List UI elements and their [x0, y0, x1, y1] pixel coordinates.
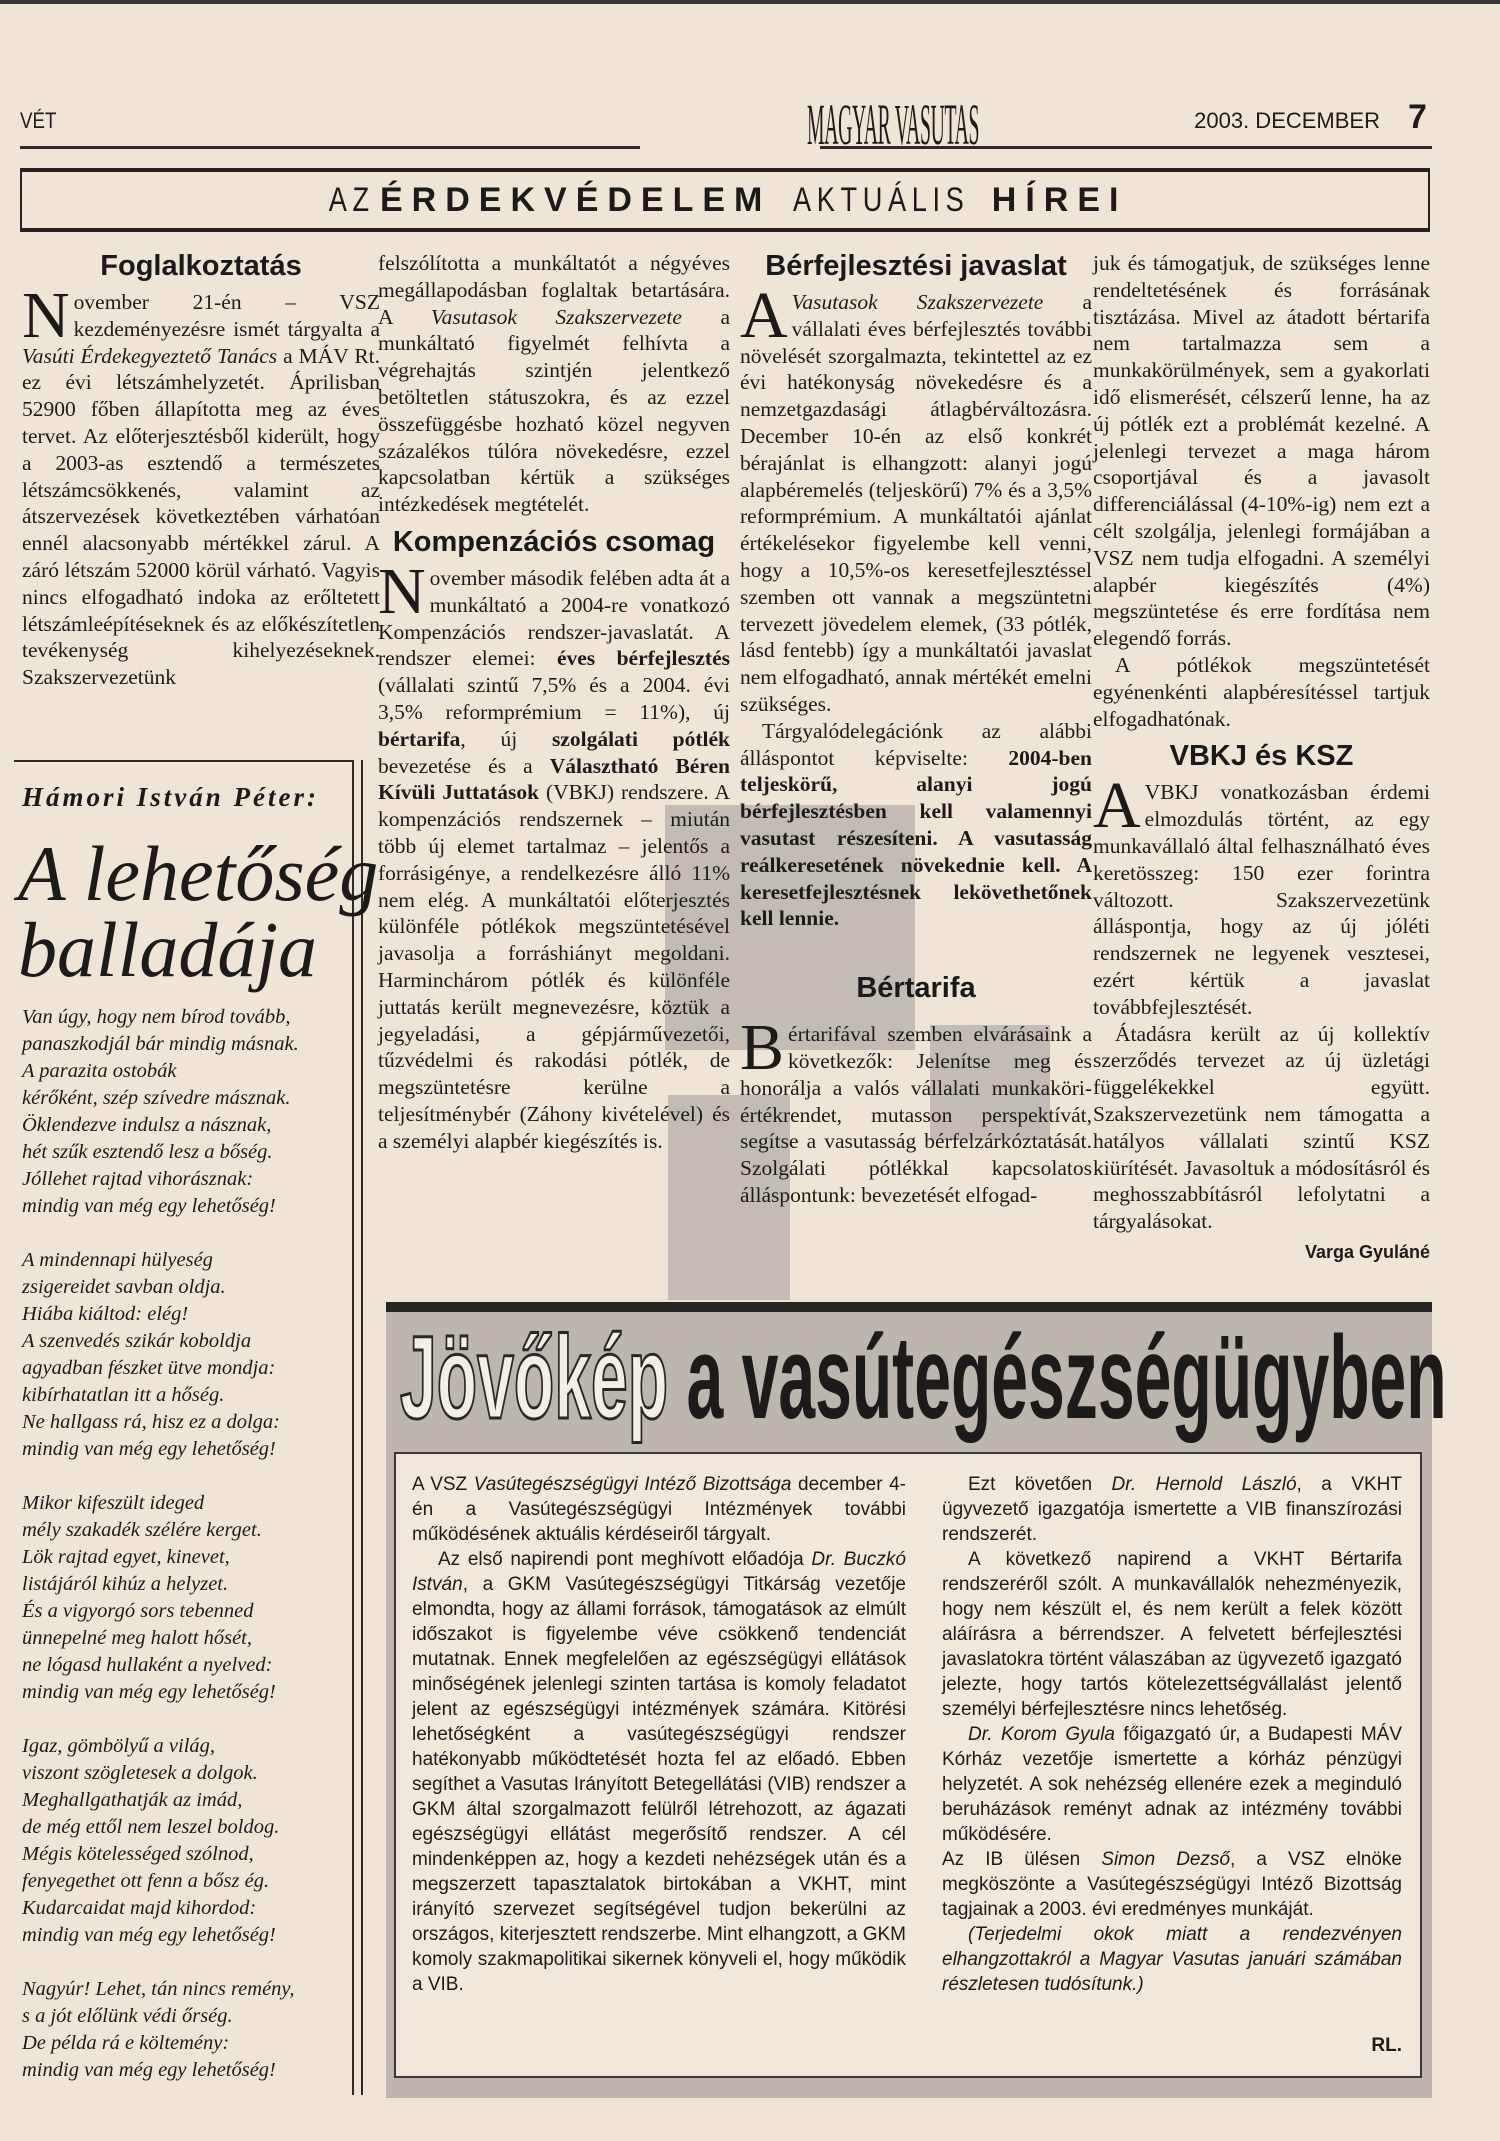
poem-stanza [22, 1976, 352, 2084]
text-run: Simon Dezső [1101, 1849, 1231, 1870]
article-heading: Kompenzációs csomag [392, 525, 716, 558]
author-signature: Varga Gyuláné [1304, 1241, 1430, 1262]
text-run: Vasutasok Szakszervezete [791, 290, 1044, 314]
feature-column-right [942, 1472, 1402, 1997]
feature-text-box [394, 1452, 1422, 2078]
article-paragraph [1093, 250, 1430, 652]
poem-stanza [22, 1490, 352, 1706]
section-label: VÉT [20, 108, 57, 133]
feature-paragraph [942, 1472, 1402, 1547]
issue-date: 2003. DECEMBER [1194, 108, 1380, 133]
poem-stanza [22, 1247, 352, 1463]
article-heading: Foglalkoztatás [100, 250, 302, 282]
poem-line: mindig van még egy lehetőség! [22, 1681, 276, 1703]
text-run: VBKJ vonatkozásban érdemi elmozdulás történt, az egy munkavállaló által felhasználható éves keretösszeg: 150 ezer forintra változott. Szakszervezetünk álláspontja, hogy az új jóléti rendszernek ne legyenek vesztesei, ezért kértük a javaslat továbbfejlesztését. [1093, 780, 1430, 1019]
poem-line: A mindennapi hülyeség [22, 1249, 213, 1271]
article-heading: VBKJ és KSZ [1169, 740, 1354, 773]
text-run: a vállalati éves bérfejlesztés további növelését szorgalmazta, tekintettel az ez évi hatékonyság növekedésre és a nemzetgazdasági átlagbérváltozásra. December 10-én az első konkrét bérajánlat is elhangzott: alanyi jogú alapbéremelés (teljeskörű) 7% és a 3,5% reformprémium. A munkáltatói ajánlat értékelésekor figyelembe kell venni, hogy a 10,5%-os keresetfejlesztéssel szemben ott vannak a megszüntetni tervezett jövedelem elemek, (33 pótlék, lásd fentebb) így a munkáltatói javaslat nem elfogadható, annak mértékét emelni szükséges. [740, 290, 1092, 716]
feature-signature: RL. [1371, 2035, 1402, 2056]
masthead-text: MAGYAR VASUTAS [807, 92, 980, 157]
poem-line: agyadban fészket ütve mondja: [22, 1357, 276, 1379]
text-run: A VSZ [412, 1474, 474, 1495]
banner-part: HÍREI [991, 181, 1128, 219]
article-foglalkoztatas [22, 250, 380, 691]
feature-column-left [412, 1472, 906, 1997]
banner-part: AZ [328, 181, 375, 219]
poem-line: Ne hallgass rá, hisz ez a dolga: [22, 1411, 280, 1433]
poem-line: Mikor kifeszült ideged [22, 1492, 205, 1514]
poem-line: Mégis kötelességed szólnod, [22, 1843, 254, 1865]
banner-part: ÉRDEKVÉDELEM [380, 181, 772, 219]
text-run: A pótlékok megszüntetését egyénenkénti alapbéresítéssel tartjuk elfogadhatónak. [1093, 652, 1430, 731]
article-paragraph [1093, 769, 1430, 1020]
poem-line: mély szakadék szélére kerget. [22, 1519, 262, 1541]
article-berfejlesztes [740, 250, 1092, 1209]
text-run: (Terjedelmi okok miatt a rendezvényen elhangzottakról a Magyar Vasutas januári számában részletesen tudósítunk.) [942, 1924, 1402, 1995]
feature-paragraph [412, 1472, 906, 1547]
poem-line: mindig van még egy lehetőség! [22, 1195, 276, 1217]
poem-line: s a jót előlünk védi őrség. [22, 2005, 233, 2027]
section-banner [20, 168, 1430, 232]
poem-line: kibírhatatlan itt a hőség. [22, 1384, 225, 1406]
poem-line: Meghallgathatják az imád, [22, 1789, 243, 1811]
feature-paragraph [412, 1547, 906, 1997]
text-run: december 4-én a Vasútegészségügyi Intézmények további működésének aktuális kérdéseiről tárgyalt. [412, 1474, 906, 1545]
drop-cap: A [740, 279, 788, 352]
drop-cap: N [22, 279, 70, 352]
headline-outline-word: Jövőkép [400, 1312, 669, 1444]
drop-cap: N [378, 554, 426, 628]
poem-line: Nagyúr! Lehet, tán nincs remény, [22, 1978, 295, 2000]
text-run: juk és támogatjuk, de szükséges lenne rendeltetésének és forrásának tisztázása. Mivel az átadott bértarifa nem tartalmazza sem a munkakörülmények, sem a gyakorlati idő elismerését, célszerű lenne, ha az új pótlék ezt a problémát kezelné. A jelenlegi tervezet a maga három csoportjával és a javasolt differenciálással (4-10%-ig) nem ezt a célt szolgálja, jelenlegi formájában a VSZ nem tudja elfogadni. A személyi alapbér kiegészítés (4%) megszüntetése és erre fordítása nem elegendő forrás. [1093, 251, 1430, 651]
poem-line: Lök rajtad egyet, kinevet, [22, 1546, 230, 1568]
article-heading: Bérfejlesztési javaslat [765, 250, 1067, 282]
poem-stanza [22, 1004, 352, 1220]
article-paragraph [740, 718, 1092, 932]
feature-headline [400, 1312, 1447, 1444]
article-paragraph [1093, 652, 1430, 732]
poem-line: A parazita ostobák [22, 1060, 177, 1082]
poem-line: De példa rá e költemény: [22, 2032, 230, 2054]
text-run: ovember 21-én – VSZ kezdeményezésre ismét tárgyalta a [73, 290, 380, 341]
poem-line: Kudarcaidat majd kihordod: [22, 1897, 257, 1919]
masthead-logo [640, 92, 980, 157]
text-run: Ezt követően [968, 1474, 1112, 1495]
poem-line: És a vigyorgó sors tebenned [22, 1600, 254, 1622]
feature-paragraph [942, 1922, 1402, 1997]
text-run: (VBKJ) rendszere. A kompenzációs rendszernek – miután több új elemet tartalmaz – jelentős a forrásigénye, a rendelkezésre álló 11% nem elég. A munkáltatói előterjesztés különféle pótlékok megszüntetésével javasolja a forráshiányt megoldani. Harminchárom pótlék és különféle juttatás került megnevezésre, köztük a jegyeladási, a gépjárművezetői, tűzvédelmi és rakodási pótlék, de megszüntetésre kerülne a teljesítménybér (Záhony kivételével) és a személyi alapbér kiegészítés is. [378, 780, 730, 1153]
poem-line: viszont szögletesek a dolgok. [22, 1762, 258, 1784]
poem-title-line: A lehetőség [18, 830, 379, 917]
feature-paragraph [942, 1847, 1402, 1922]
article-heading: Bértarifa [856, 972, 976, 1005]
article-paragraph [22, 279, 381, 691]
poem-line: panaszkodjál bár mindig másnak. [22, 1033, 299, 1055]
text-run: bértarifa [378, 726, 461, 751]
feature-paragraph [942, 1547, 1402, 1722]
article-paragraph [1093, 1021, 1430, 1235]
text-run: Dr. Buczkó István [412, 1549, 906, 1595]
drop-cap: B [740, 1011, 785, 1085]
text-run: Az IB ülésen [942, 1849, 1102, 1870]
poem-line: ünnepelné meg halott hősét, [22, 1627, 253, 1649]
poem-line: Hiába kiáltod: elég! [22, 1303, 189, 1325]
text-run: Dr. Korom Gyula [968, 1724, 1115, 1745]
poem-line: A szenvedés szikár koboldja [22, 1330, 252, 1352]
text-run: A következő napirend a VKHT Bértarifa rendszeréről szólt. A munkavállalók nehezményezik, hogy nem készült el, és nem került a felek között aláírásra a bérrendszer. A felvetett bérfejlesztési javaslatokra történt válaszában az ügyvezető igazgató jelezte, hogy tartós kötelezettségvállalást jelentő személyi bérfejlesztésre nincs lehetőség. [942, 1549, 1402, 1720]
poem-line: mindig van még egy lehetőség! [22, 1924, 276, 1946]
poem-author: Hámori István Péter: [22, 782, 319, 812]
text-run: Dr. Hernold László [1111, 1474, 1297, 1495]
poem-line: mindig van még egy lehetőség! [22, 1438, 276, 1460]
article-paragraph [378, 250, 730, 518]
feature-paragraph [942, 1722, 1402, 1847]
poem-line: ne lógasd hullaként a nyelved: [22, 1654, 273, 1676]
article-continuation [378, 250, 730, 1155]
poem-line: de még ettől nem leszel boldog. [22, 1816, 280, 1838]
poem-body [22, 1004, 352, 2111]
poem-title-line: balladája [18, 906, 318, 993]
article-paragraph [740, 279, 1092, 718]
text-run: Átadásra került az új kollektív szerződés tervezet az új üzletági függelékekkel együtt. Szakszervezetünk nem támogatta a hatályos vállalati szintű KSZ kiürítését. Javasoltuk a módosításról és meghosszabbításról lefolytatni a tárgyalásokat. [1093, 1021, 1430, 1234]
poem-line: Öklendezve indulsz a násznak, [22, 1114, 272, 1136]
article-paragraph [740, 1011, 1092, 1209]
text-run: (vállalati szintű 7,5% és a 2004. évi 3,5% reformprémium = 11%), új [378, 673, 730, 724]
page-top-edge [0, 0, 1500, 4]
page-number: 7 [1408, 98, 1427, 136]
text-run: bevezetése és a [378, 753, 550, 778]
text-run: 2004-ben teljeskörű, alanyi jogú bérfejlesztésben kell valamennyi vasutast részesíteni. A vasutasság reálkeresetének növekednie kell. A keresetfejlesztésnek lekövethetőnek kell lennie. [740, 745, 1092, 931]
text-run: Vasutasok Szakszervezete [430, 304, 682, 329]
poem-title [18, 830, 379, 993]
poem-line: mindig van még egy lehetőség! [22, 2059, 276, 2081]
text-run: főigazgató úr, a Budapesti MÁV Kórház vezetője ismertette a kórház pénzügyi helyzetét. A sok nehézség ellenére ezek a meginduló beruházások reményt adnak az intézmény további működésére. [942, 1724, 1402, 1845]
poem-stanza [22, 1733, 352, 1949]
text-run: , a GKM Vasútegészségügyi Titkárság vezetője elmondta, hogy az állami források, támogatások az elmúlt időszakot is figyelembe véve csökkenő tendenciát mutatnak. Ennek megfelelően az egészségügyi ellátások minőségének jelenlegi szinten tartása is komoly feladatot jelent az egészségügyi intézmények számára. Kitörési lehetőségként a vasútegészségügyi rendszer hatékonyabb működtetését hozta fel az előadó. Ebben segíthet a Vasutas Irányított Betegellátási (VIB) rendszer a GKM által szorgalmazott felülről létrehozott, az ágazati egészségügyi ellátást megerősítő rendszer. A cél mindenképpen az, hogy a kezdeti nehézségek után és a megszerzett tapasztalatok birtokában a VKHT, mint irányító szervezet segítségével tudjon bekerülni az országos, kiterjesztett rendszerbe. Mint elhangzott, a GKM komoly szakmapolitikai sikernek könyveli el, hogy működik a VIB. [412, 1574, 906, 1995]
headline-rest: a vasútegészségügyben [668, 1312, 1447, 1444]
poem-line: Igaz, gömbölyű a világ, [22, 1735, 216, 1757]
article-paragraph [378, 554, 730, 1155]
drop-cap: A [1093, 769, 1141, 843]
text-run: Vasúti Érdekegyeztető Tanács [22, 343, 278, 368]
article-continuation-vbkj [1093, 250, 1430, 1266]
text-run: , új [460, 726, 552, 751]
poem-line: Van úgy, hogy nem bírod tovább, [22, 1006, 291, 1028]
text-run: Választható Béren Kívüli Juttatások [378, 753, 730, 805]
poem-line: zsigereidet savban oldja. [22, 1276, 226, 1298]
text-run: ovember második felében adta át a munkáltató a 2004-re vonatkozó Kompenzációs rendszer-javaslatát. A rendszer elemei: [378, 565, 730, 671]
text-run: Vasútegészségügyi Intéző Bizottsága [473, 1474, 792, 1495]
text-run: , a VSZ elnöke megköszönte a Vasútegészségügyi Intéző Bizottság tagjainak a 2003. évi eredményes munkáját. [942, 1849, 1402, 1920]
text-run: , a VKHT ügyvezető igazgatója ismertette a VIB finanszírozási rendszerét. [942, 1474, 1403, 1545]
poem-line: listájáról kihúz a helyzet. [22, 1573, 229, 1595]
text-run: a munkáltató figyelmét felhívta a végrehajtás szintjén jelentkező betöltetlen státuszokra, és az ezzel összefüggésbe hozható közel negyven százalékos túlóra növekedésre, ezzel kapcsolatban kértük a szükséges intézkedések megtételét. [378, 304, 730, 517]
text-run: szolgálati pótlék [551, 726, 730, 751]
poem-line: kérőként, szép szívedre másznak. [22, 1087, 291, 1109]
text-run: Az első napirendi pont meghívott előadója [438, 1549, 812, 1570]
text-run: Tárgyalódelegációnk az alábbi álláspontot képviselte: [740, 718, 1092, 770]
text-run: éves bérfejlesztés [556, 646, 730, 671]
poem-line: fenyegethet ott fenn a bősz ég. [22, 1870, 270, 1892]
banner-part: AKTUÁLIS [793, 181, 970, 219]
poem-line: hét szűk esztendő lesz a bőség. [22, 1141, 273, 1163]
text-run: a MÁV Rt. ez évi létszámhelyzetét. Áprilisban 52900 főben állapította meg az éves tervet. Az előterjesztésből kiderült, hogy a 2003-as esztendő a természetes létszámcsökkenés, valamint az átszervezések következtében várhatóan ennél alacsonyabb mértékkel zárul. A záró létszám 52000 körül várható. Vagyis nincs elfogadható indoka az erőltetett létszámleépítéseknek és az előkészítetlen tevékenység kihelyezéseknek. Szakszervezetünk [22, 343, 381, 690]
poem-line: Jóllehet rajtad vihorásznak: [22, 1168, 254, 1190]
text-run: felszólította a munkáltatót a négyéves megállapodásban foglaltak betartására. A [378, 251, 730, 329]
text-run: értarifával szemben elvárásaink a következők: Jelenítse meg és honorálja a valós vállalati munkaköri-értékrendet, mutasson perspektívát, segítse a vasutasság bérfelzárkóztatását. Szolgálati pótlékkal kapcsolatos álláspontunk: bevezetését elfogad- [740, 1022, 1092, 1207]
